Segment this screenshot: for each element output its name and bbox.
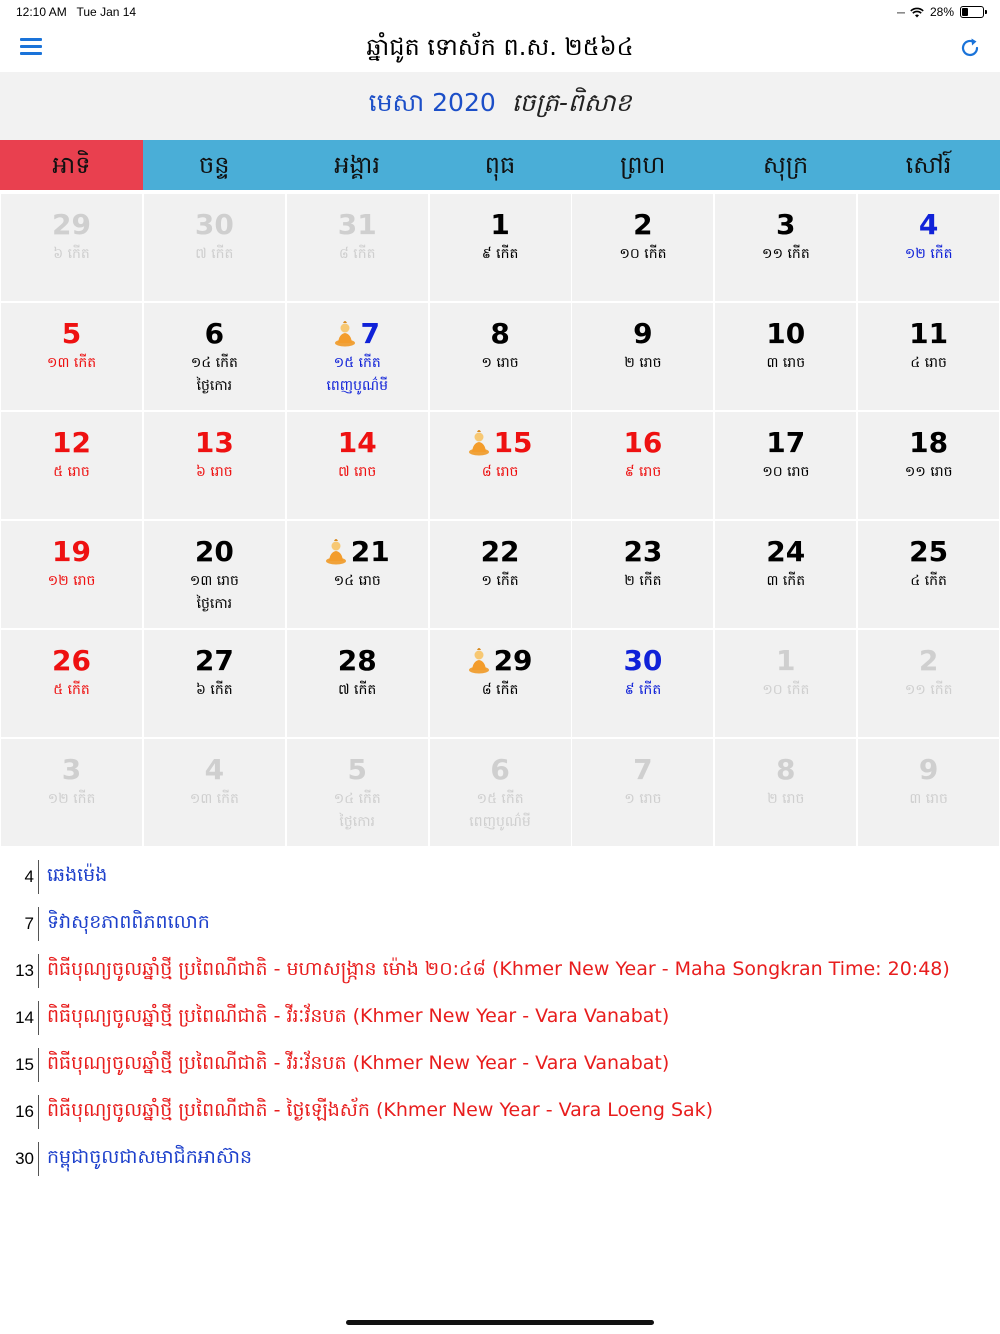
day-number [144, 315, 285, 351]
battery-icon [960, 6, 984, 18]
day-number [858, 424, 999, 460]
observance-label: ថ្ងៃកោរ [196, 378, 233, 394]
calendar-day-cell[interactable] [715, 412, 856, 519]
day-number [715, 751, 856, 787]
calendar-day-cell[interactable] [144, 412, 285, 519]
day-number [572, 315, 713, 351]
event-divider [38, 1142, 39, 1176]
calendar-day-cell[interactable] [858, 194, 999, 301]
day-number-text: 25 [909, 534, 949, 568]
calendar-day-cell[interactable] [572, 412, 713, 519]
buddha-icon [325, 537, 347, 565]
lunar-date: ៩ រោច [624, 464, 662, 480]
calendar-day-cell[interactable] [287, 303, 428, 410]
lunar-date: ១៤ រោច [333, 573, 381, 589]
lunar-date: ២ កើត [624, 573, 662, 589]
event-day: 16 [15, 1101, 34, 1121]
calendar-day-cell[interactable] [430, 521, 571, 628]
lunar-date: ១៥ កើត [333, 355, 381, 371]
observance-label: ពេញបូណ៌មី [469, 814, 531, 830]
calendar-day-cell[interactable] [715, 521, 856, 628]
weekday-sunday: អាទិ [0, 140, 143, 190]
lunar-date: ១១ រោច [904, 464, 953, 480]
calendar-day-cell[interactable] [287, 739, 428, 846]
day-number-text: 21 [350, 534, 390, 568]
day-number [572, 642, 713, 678]
day-number [430, 642, 571, 678]
calendar-day-cell[interactable] [715, 303, 856, 410]
calendar-day-cell[interactable] [1, 739, 142, 846]
event-row[interactable] [0, 994, 1000, 1041]
day-number [287, 206, 428, 242]
battery-percent: 28% [929, 5, 954, 19]
day-number [1, 424, 142, 460]
event-divider [38, 1048, 39, 1082]
day-number-text: 1 [490, 207, 510, 241]
observance-label: ពេញបូណ៌មី [326, 378, 388, 394]
calendar-day-cell[interactable] [1, 303, 142, 410]
lunar-date: ១ រោច [481, 355, 519, 371]
lunar-date: ១៤ កើត [333, 791, 381, 807]
day-number [858, 315, 999, 351]
event-text: ពិធីបុណ្យចូលឆ្នាំថ្មី ប្រពៃណីជាតិ - វីរៈវ័នបត (Khmer New Year - Vara Vanabat) [47, 1051, 670, 1074]
buddha-icon [334, 319, 356, 347]
lunar-date: ១២ កើត [904, 246, 953, 262]
weekday-tuesday: អង្គារ [286, 140, 429, 190]
day-number-text: 13 [194, 425, 234, 459]
event-text: ពិធីបុណ្យចូលឆ្នាំថ្មី ប្រពៃណីជាតិ - វីរៈវ័នបត (Khmer New Year - Vara Vanabat) [47, 1004, 670, 1027]
observance-label: ថ្ងៃកោរ [339, 814, 375, 830]
day-number [715, 315, 856, 351]
calendar-day-cell[interactable] [572, 194, 713, 301]
lunar-date: ៣ រោច [766, 355, 806, 371]
day-number [1, 315, 142, 351]
day-number-text: 8 [776, 752, 796, 786]
lunar-date: ៧ រោច [338, 464, 377, 480]
lunar-date: ៣ រោច [909, 791, 948, 807]
day-number-text: 9 [918, 752, 939, 786]
day-number [287, 533, 428, 569]
calendar-day-cell[interactable] [858, 739, 999, 846]
day-number-text: 5 [61, 316, 82, 350]
weekday-thursday: ព្រហ [571, 140, 714, 190]
day-number [858, 751, 999, 787]
lunar-date: ៥ កើត [53, 682, 90, 698]
event-text: ឆេងម៉េង [47, 863, 108, 886]
day-number [144, 533, 285, 569]
weekday-saturday: សៅរ៍ [857, 140, 1000, 190]
calendar-day-cell[interactable] [1, 194, 142, 301]
day-number [287, 751, 428, 787]
day-number [144, 424, 285, 460]
weekday-friday: សុក្រ [714, 140, 857, 190]
calendar-day-cell[interactable] [858, 630, 999, 737]
day-number-text: 19 [52, 534, 91, 568]
calendar-day-cell[interactable] [430, 303, 571, 410]
khmer-lunar-months: ចេត្រ-ពិសាខ [511, 88, 632, 117]
event-row[interactable] [0, 1041, 1000, 1088]
lunar-date: ១ រោច [624, 791, 662, 807]
calendar-day-cell[interactable] [572, 739, 713, 846]
day-number-text: 6 [490, 752, 510, 786]
lunar-date: ២ រោច [767, 791, 805, 807]
day-number-text: 11 [909, 316, 949, 350]
weekday-wednesday: ពុធ [429, 140, 572, 190]
lunar-date: ៤ កើត [910, 573, 947, 589]
lunar-date: ១៤ កើត [190, 355, 238, 371]
lunar-date: ១៣ កើត [46, 355, 97, 371]
day-number [858, 642, 999, 678]
day-number-text: 20 [194, 534, 234, 568]
event-text: ពិធីបុណ្យចូលឆ្នាំថ្មី ប្រពៃណីជាតិ - មហាសង្ក្រាន ម៉ោង ២០:៤៨ (Khmer New Year - Maha Songkran Time: 20:48) [47, 957, 950, 980]
day-number-text: 24 [766, 534, 806, 568]
calendar-day-cell[interactable] [430, 194, 571, 301]
month-header [0, 72, 1000, 140]
day-number [572, 424, 713, 460]
day-number-text: 22 [480, 534, 520, 568]
calendar-day-cell[interactable] [715, 630, 856, 737]
calendar-day-cell[interactable] [144, 739, 285, 846]
lunar-date: ៨ កើត [338, 246, 376, 262]
day-number-text: 28 [337, 643, 377, 677]
event-text: ទិវាសុខភាពពិភពលោក [47, 910, 210, 933]
day-number [144, 751, 285, 787]
event-divider [38, 907, 39, 941]
event-list [0, 853, 1000, 1182]
day-number [144, 206, 285, 242]
day-number [715, 533, 856, 569]
event-divider [38, 1095, 39, 1129]
day-number [858, 533, 999, 569]
day-number [858, 206, 999, 242]
lunar-date: ១០ កើត [619, 246, 667, 262]
event-row[interactable] [0, 1135, 1000, 1182]
day-number-text: 23 [623, 534, 663, 568]
nav-bar [0, 24, 1000, 72]
day-number [715, 642, 856, 678]
event-text: កម្ពុជាចូលជាសមាជិកអាស៊ាន [47, 1145, 253, 1168]
calendar-day-cell[interactable] [572, 630, 713, 737]
lunar-date: ១២ រោច [47, 573, 96, 589]
event-divider [38, 860, 39, 894]
lunar-date: ៧ កើត [195, 246, 234, 262]
day-number [430, 315, 571, 351]
buddha-icon [468, 428, 490, 456]
calendar-day-cell[interactable] [572, 303, 713, 410]
day-number [572, 206, 713, 242]
calendar-day-cell[interactable] [287, 521, 428, 628]
lunar-date: ១០ រោច [762, 464, 810, 480]
calendar-day-cell[interactable] [715, 194, 856, 301]
day-number [430, 424, 571, 460]
event-day: 13 [15, 960, 34, 980]
day-number-text: 30 [623, 643, 663, 677]
day-number-text: 5 [347, 752, 367, 786]
event-day: 15 [15, 1054, 34, 1074]
day-number [572, 533, 713, 569]
calendar-day-cell[interactable] [287, 412, 428, 519]
lunar-date: ១៣ រោច [189, 573, 239, 589]
lunar-date: ៩ កើត [481, 246, 519, 262]
lunar-date: ៦ កើត [196, 682, 233, 698]
calendar-day-cell[interactable] [287, 194, 428, 301]
day-number-text: 4 [918, 207, 939, 241]
weekday-monday: ចន្ទ [143, 140, 286, 190]
day-number [715, 206, 856, 242]
day-number-text: 27 [194, 643, 234, 677]
day-number-text: 1 [776, 643, 796, 677]
day-number [430, 751, 571, 787]
calendar-day-cell[interactable] [287, 630, 428, 737]
event-day: 14 [15, 1007, 34, 1027]
lunar-date: ៥ រោច [53, 464, 90, 480]
calendar-day-cell[interactable] [858, 412, 999, 519]
day-number-text: 9 [633, 316, 653, 350]
lunar-date: ៦ រោច [196, 464, 233, 480]
calendar-day-cell[interactable] [430, 739, 571, 846]
calendar-day-cell[interactable] [430, 412, 571, 519]
day-number-text: 30 [194, 207, 234, 241]
status-time: 12:10 AM Tue Jan 14 [16, 5, 137, 19]
day-number-text: 17 [766, 425, 806, 459]
day-number [144, 642, 285, 678]
lunar-date: ២ រោច [624, 355, 662, 371]
day-number-text: 14 [337, 425, 377, 459]
observance-label: ថ្ងៃកោរ [196, 596, 233, 612]
calendar-day-cell[interactable] [144, 521, 285, 628]
event-day: 30 [15, 1148, 34, 1168]
calendar-day-cell[interactable] [1, 630, 142, 737]
event-row[interactable] [0, 900, 1000, 947]
calendar-day-cell[interactable] [144, 194, 285, 301]
lunar-date: ៦ កើត [53, 246, 90, 262]
lunar-date: ៣ កើត [766, 573, 806, 589]
lunar-date: ១៣ កើត [189, 791, 239, 807]
calendar-day-cell[interactable] [715, 739, 856, 846]
calendar-day-cell[interactable] [1, 412, 142, 519]
day-number-text: 10 [766, 316, 806, 350]
calendar-grid [0, 190, 1000, 847]
lunar-date: ១ កើត [481, 573, 519, 589]
lunar-date: ១២ កើត [47, 791, 96, 807]
lunar-date: ១១ កើត [904, 682, 953, 698]
day-number-text: 29 [493, 643, 533, 677]
day-number [287, 424, 428, 460]
lunar-date: ១១ កើត [761, 246, 810, 262]
lunar-date: ១៥ កើត [476, 791, 524, 807]
calendar-day-cell[interactable] [572, 521, 713, 628]
day-number-text: 2 [633, 207, 653, 241]
day-number-text: 3 [61, 752, 82, 786]
calendar-day-cell[interactable] [1, 521, 142, 628]
signal-dots-icon: ···· [895, 5, 904, 19]
day-number-text: 31 [337, 207, 377, 241]
day-number [1, 642, 142, 678]
lunar-date: ៨ រោច [481, 464, 519, 480]
day-number-text: 7 [633, 752, 653, 786]
day-number-text: 2 [918, 643, 939, 677]
day-number-text: 16 [623, 425, 663, 459]
day-number [1, 533, 142, 569]
lunar-date: ៤ រោច [910, 355, 947, 371]
event-day: 7 [24, 913, 34, 933]
status-right [896, 5, 984, 19]
weekday-header [0, 140, 1000, 190]
calendar-day-cell[interactable] [144, 630, 285, 737]
day-number [287, 642, 428, 678]
day-number-text: 4 [204, 752, 225, 786]
lunar-date: ៨ កើត [481, 682, 519, 698]
wifi-icon [910, 7, 924, 18]
day-number-text: 7 [360, 316, 380, 350]
refresh-icon[interactable] [958, 36, 982, 60]
event-text: ពិធីបុណ្យចូលឆ្នាំថ្មី ប្រពៃណីជាតិ - ថ្ងៃឡើងស័ក (Khmer New Year - Vara Loeng Sak) [47, 1098, 714, 1121]
day-number-text: 18 [909, 425, 949, 459]
status-bar [0, 0, 1000, 24]
lunar-date: ១០ កើត [762, 682, 810, 698]
lunar-date: ៩ កើត [624, 682, 662, 698]
day-number [1, 206, 142, 242]
day-number [430, 533, 571, 569]
day-number-text: 8 [490, 316, 510, 350]
day-number-text: 3 [776, 207, 796, 241]
month-name[interactable]: មេសា 2020 [368, 88, 496, 117]
day-number-text: 26 [52, 643, 91, 677]
event-row[interactable] [0, 853, 1000, 900]
day-number [430, 206, 571, 242]
home-indicator [346, 1320, 654, 1325]
day-number-text: 29 [52, 207, 91, 241]
day-number [715, 424, 856, 460]
event-row[interactable] [0, 1088, 1000, 1135]
event-divider [38, 1001, 39, 1035]
day-number [1, 751, 142, 787]
event-day: 4 [24, 866, 34, 886]
day-number-text: 15 [493, 425, 533, 459]
event-divider [38, 954, 39, 988]
lunar-date: ៧ កើត [338, 682, 377, 698]
page-title: ឆ្នាំជូត ទោស័ក ព.ស. ២៥៦៤ [366, 33, 634, 61]
event-row[interactable] [0, 947, 1000, 994]
calendar-day-cell[interactable] [430, 630, 571, 737]
calendar-day-cell[interactable] [858, 303, 999, 410]
buddha-icon [468, 646, 490, 674]
day-number-text: 6 [204, 316, 225, 350]
day-number [572, 751, 713, 787]
calendar-day-cell[interactable] [858, 521, 999, 628]
calendar-day-cell[interactable] [144, 303, 285, 410]
day-number [287, 315, 428, 351]
day-number-text: 12 [52, 425, 91, 459]
